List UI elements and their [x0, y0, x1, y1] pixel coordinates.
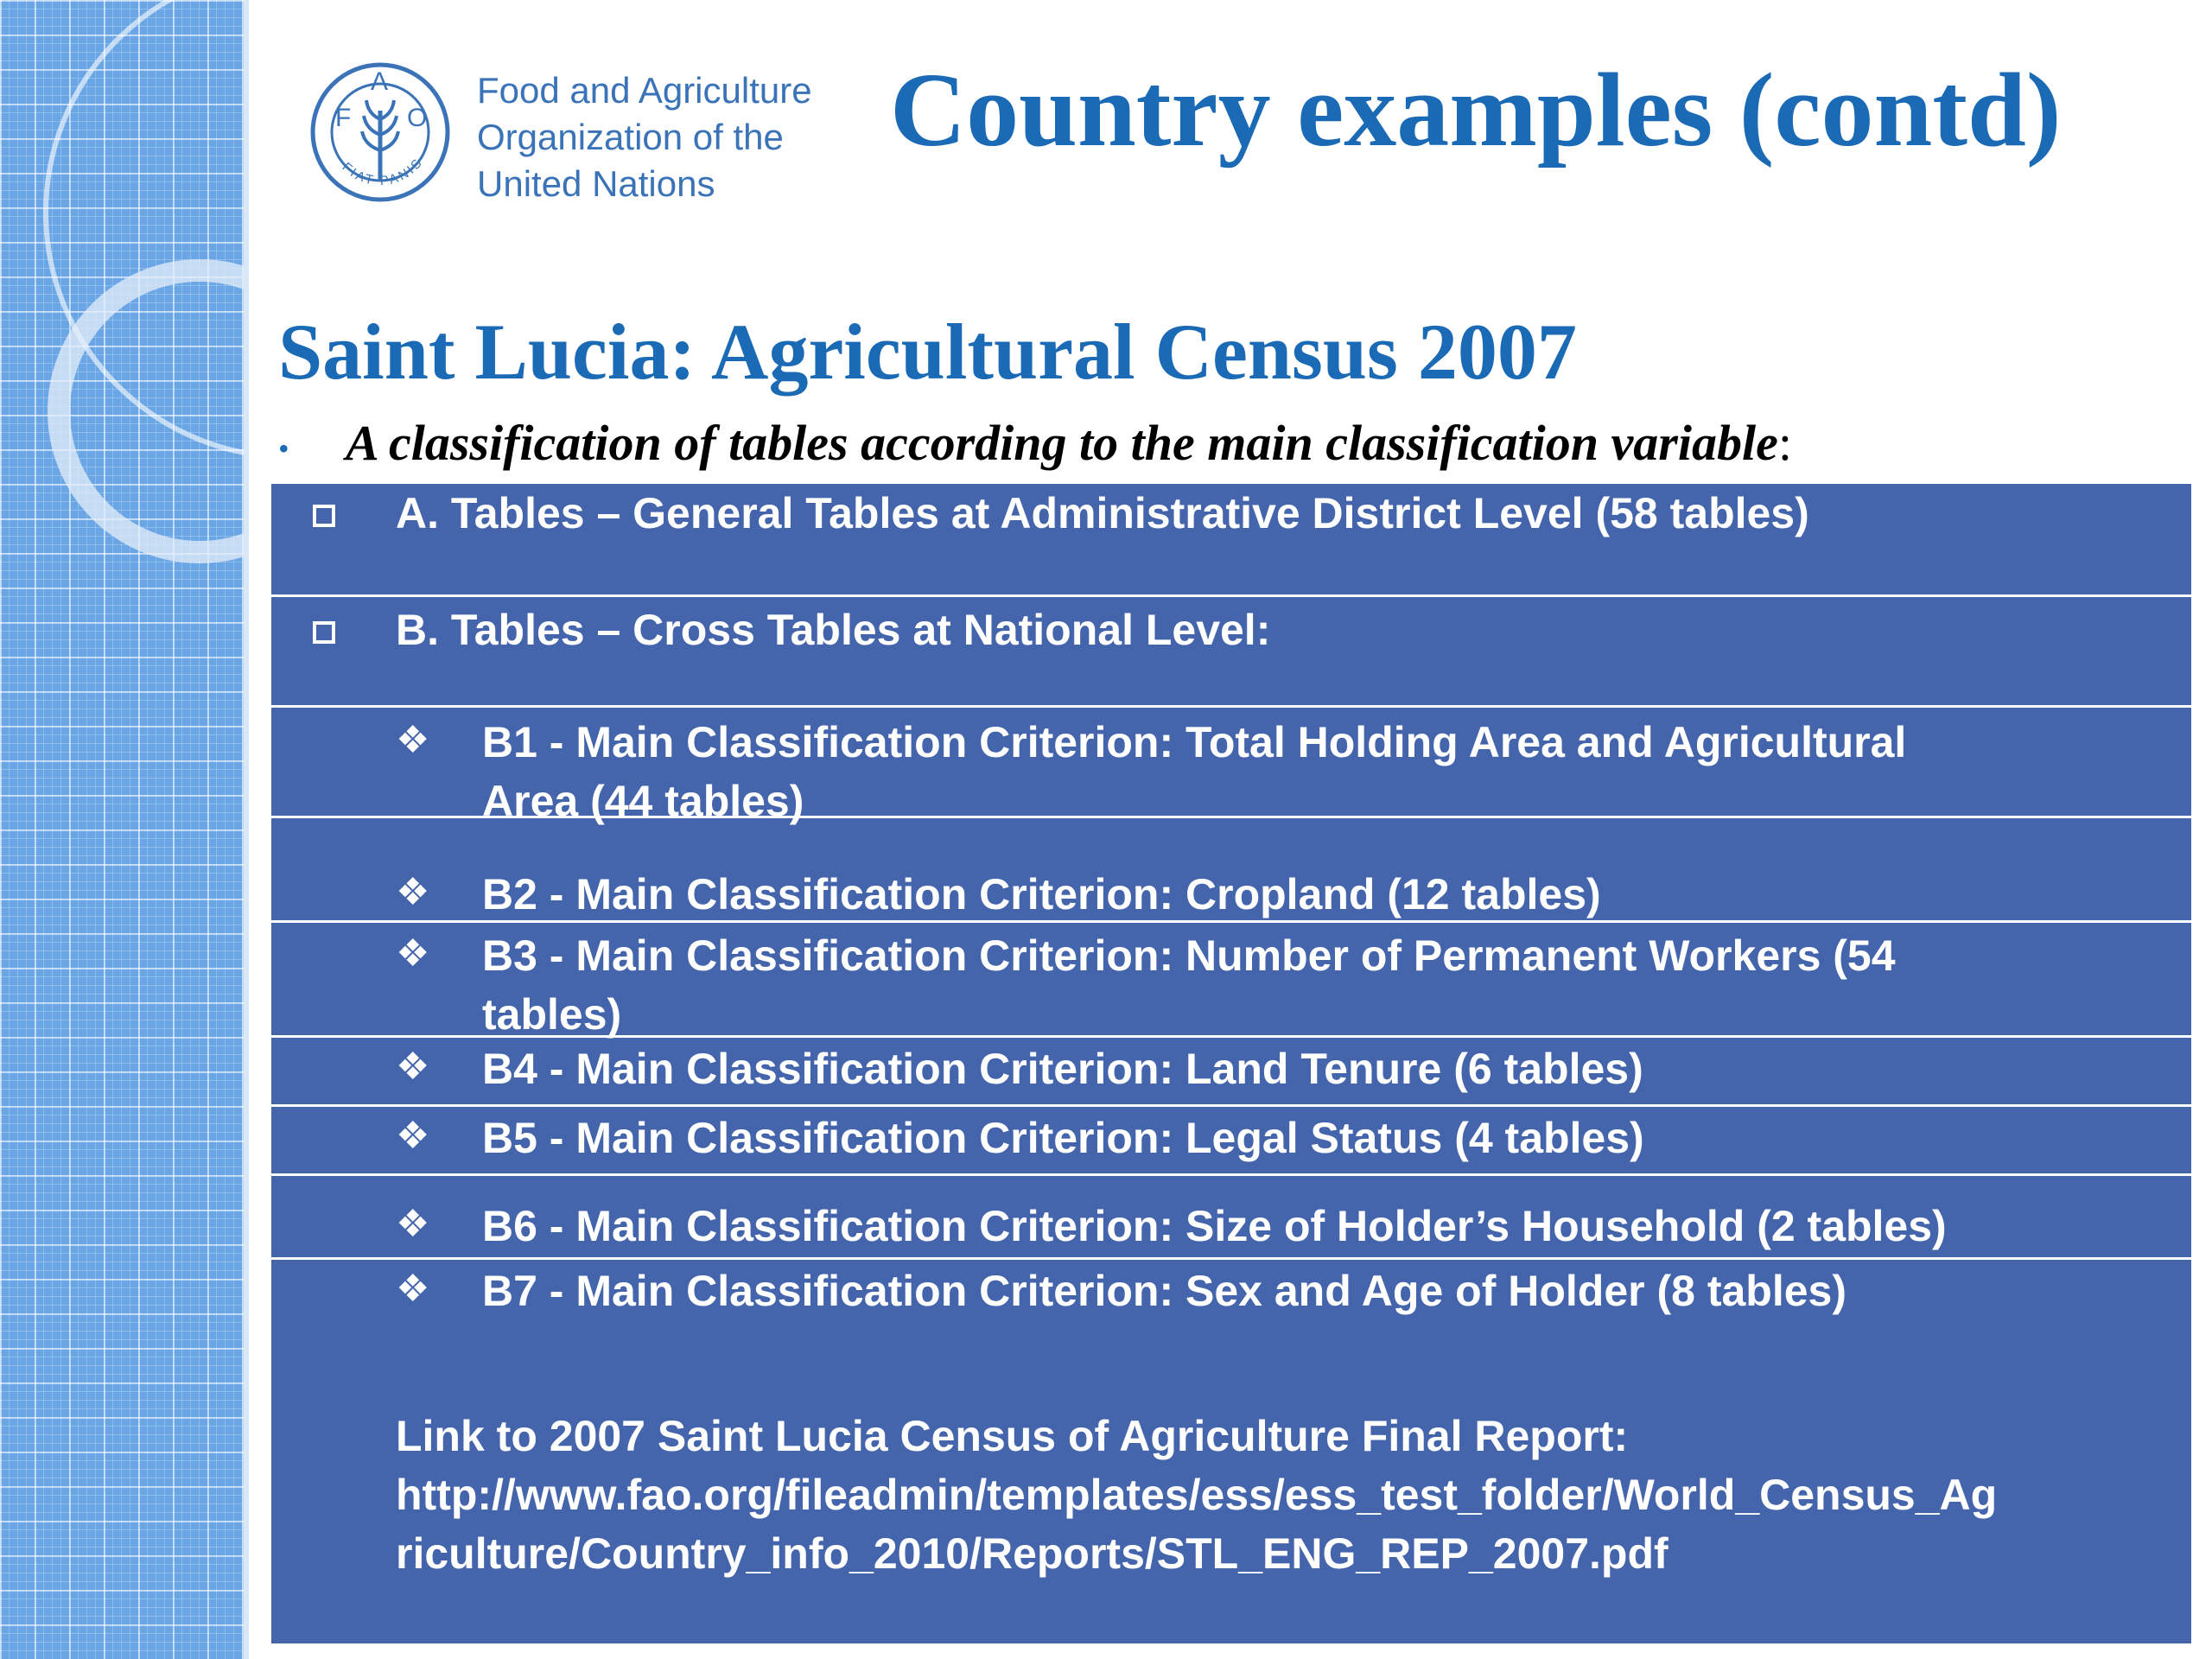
organization-name-line: Food and Agriculture	[477, 70, 812, 111]
sub-item-label: Area (44 tables)	[482, 777, 804, 825]
organization-name	[477, 67, 812, 207]
diamond-bullet-icon: ❖	[396, 932, 430, 975]
sub-item-row	[271, 1260, 2191, 1643]
square-bullet-icon	[313, 621, 335, 644]
intro-suffix: :	[1777, 415, 1792, 471]
sub-item-label: B4 - Main Classification Criterion: Land Tenure (6 tables)	[482, 1045, 1643, 1093]
organization-name-line: United Nations	[477, 163, 715, 204]
logo-motto: FIAT PANIS	[339, 154, 427, 189]
sub-item-label: B5 - Main Classification Criterion: Legal Status (4 tables)	[482, 1114, 1644, 1162]
diamond-bullet-icon: ❖	[396, 1115, 430, 1157]
svg-text:FIAT PANIS	[340, 155, 427, 188]
slide-title: Country examples (contd)	[890, 52, 2062, 168]
intro-bullet	[278, 413, 1792, 479]
sub-item-label: B7 - Main Classification Criterion: Sex and Age of Holder (8 tables)	[482, 1267, 1847, 1315]
organization-name-line: Organization of the	[477, 117, 784, 157]
logo-letter-o: O	[407, 104, 428, 132]
diamond-bullet-icon: ❖	[396, 1203, 430, 1245]
sub-item-row	[271, 1107, 2191, 1176]
diamond-bullet-icon: ❖	[396, 1046, 430, 1088]
sub-item-row	[271, 923, 2191, 1038]
report-link-label: Link to 2007 Saint Lucia Census of Agriculture Final Report:	[396, 1412, 1629, 1460]
diamond-bullet-icon: ❖	[396, 871, 430, 913]
report-link-block	[396, 1407, 1997, 1583]
sub-item-label: B6 - Main Classification Criterion: Size of Holder’s Household (2 tables)	[482, 1202, 1947, 1250]
sub-item-row	[271, 708, 2191, 825]
table-group-row	[271, 484, 2191, 597]
bullet-dot-icon: •	[278, 430, 289, 466]
diamond-bullet-icon: ❖	[396, 1268, 430, 1310]
intro-text: A classification of tables according to the main classification variable	[346, 415, 1778, 471]
sub-item-row	[271, 1176, 2191, 1260]
tables-classification-box	[271, 484, 2191, 1643]
logo-letter-a: A	[371, 67, 389, 96]
sub-item-label: tables)	[482, 990, 622, 1039]
fao-logo	[307, 59, 454, 206]
diamond-bullet-icon: ❖	[396, 719, 430, 761]
sub-item-label: B2 - Main Classification Criterion: Cropland (12 tables)	[482, 870, 1601, 918]
sub-item-label: B3 - Main Classification Criterion: Number of Permanent Workers (54	[482, 931, 1896, 980]
table-group-label: A. Tables – General Tables at Administrative District Level (58 tables)	[396, 489, 1809, 537]
section-subtitle: Saint Lucia: Agricultural Census 2007	[278, 308, 1577, 396]
table-group-row	[271, 597, 2191, 708]
sub-item-row	[271, 818, 2191, 923]
square-bullet-icon	[313, 505, 335, 527]
sub-item-label: B1 - Main Classification Criterion: Total Holding Area and Agricultural	[482, 718, 1907, 766]
report-link-url[interactable]: riculture/Country_info_2010/Reports/STL_ENG_REP_2007.pdf	[396, 1529, 1669, 1578]
report-link-url[interactable]: http://www.fao.org/fileadmin/templates/ess/ess_test_folder/World_Census_Ag	[396, 1471, 1998, 1519]
decorative-grid-strip	[0, 0, 249, 1659]
logo-letter-f: F	[335, 104, 352, 132]
sub-item-row	[271, 1038, 2191, 1107]
table-group-label: B. Tables – Cross Tables at National Level:	[396, 606, 1271, 654]
